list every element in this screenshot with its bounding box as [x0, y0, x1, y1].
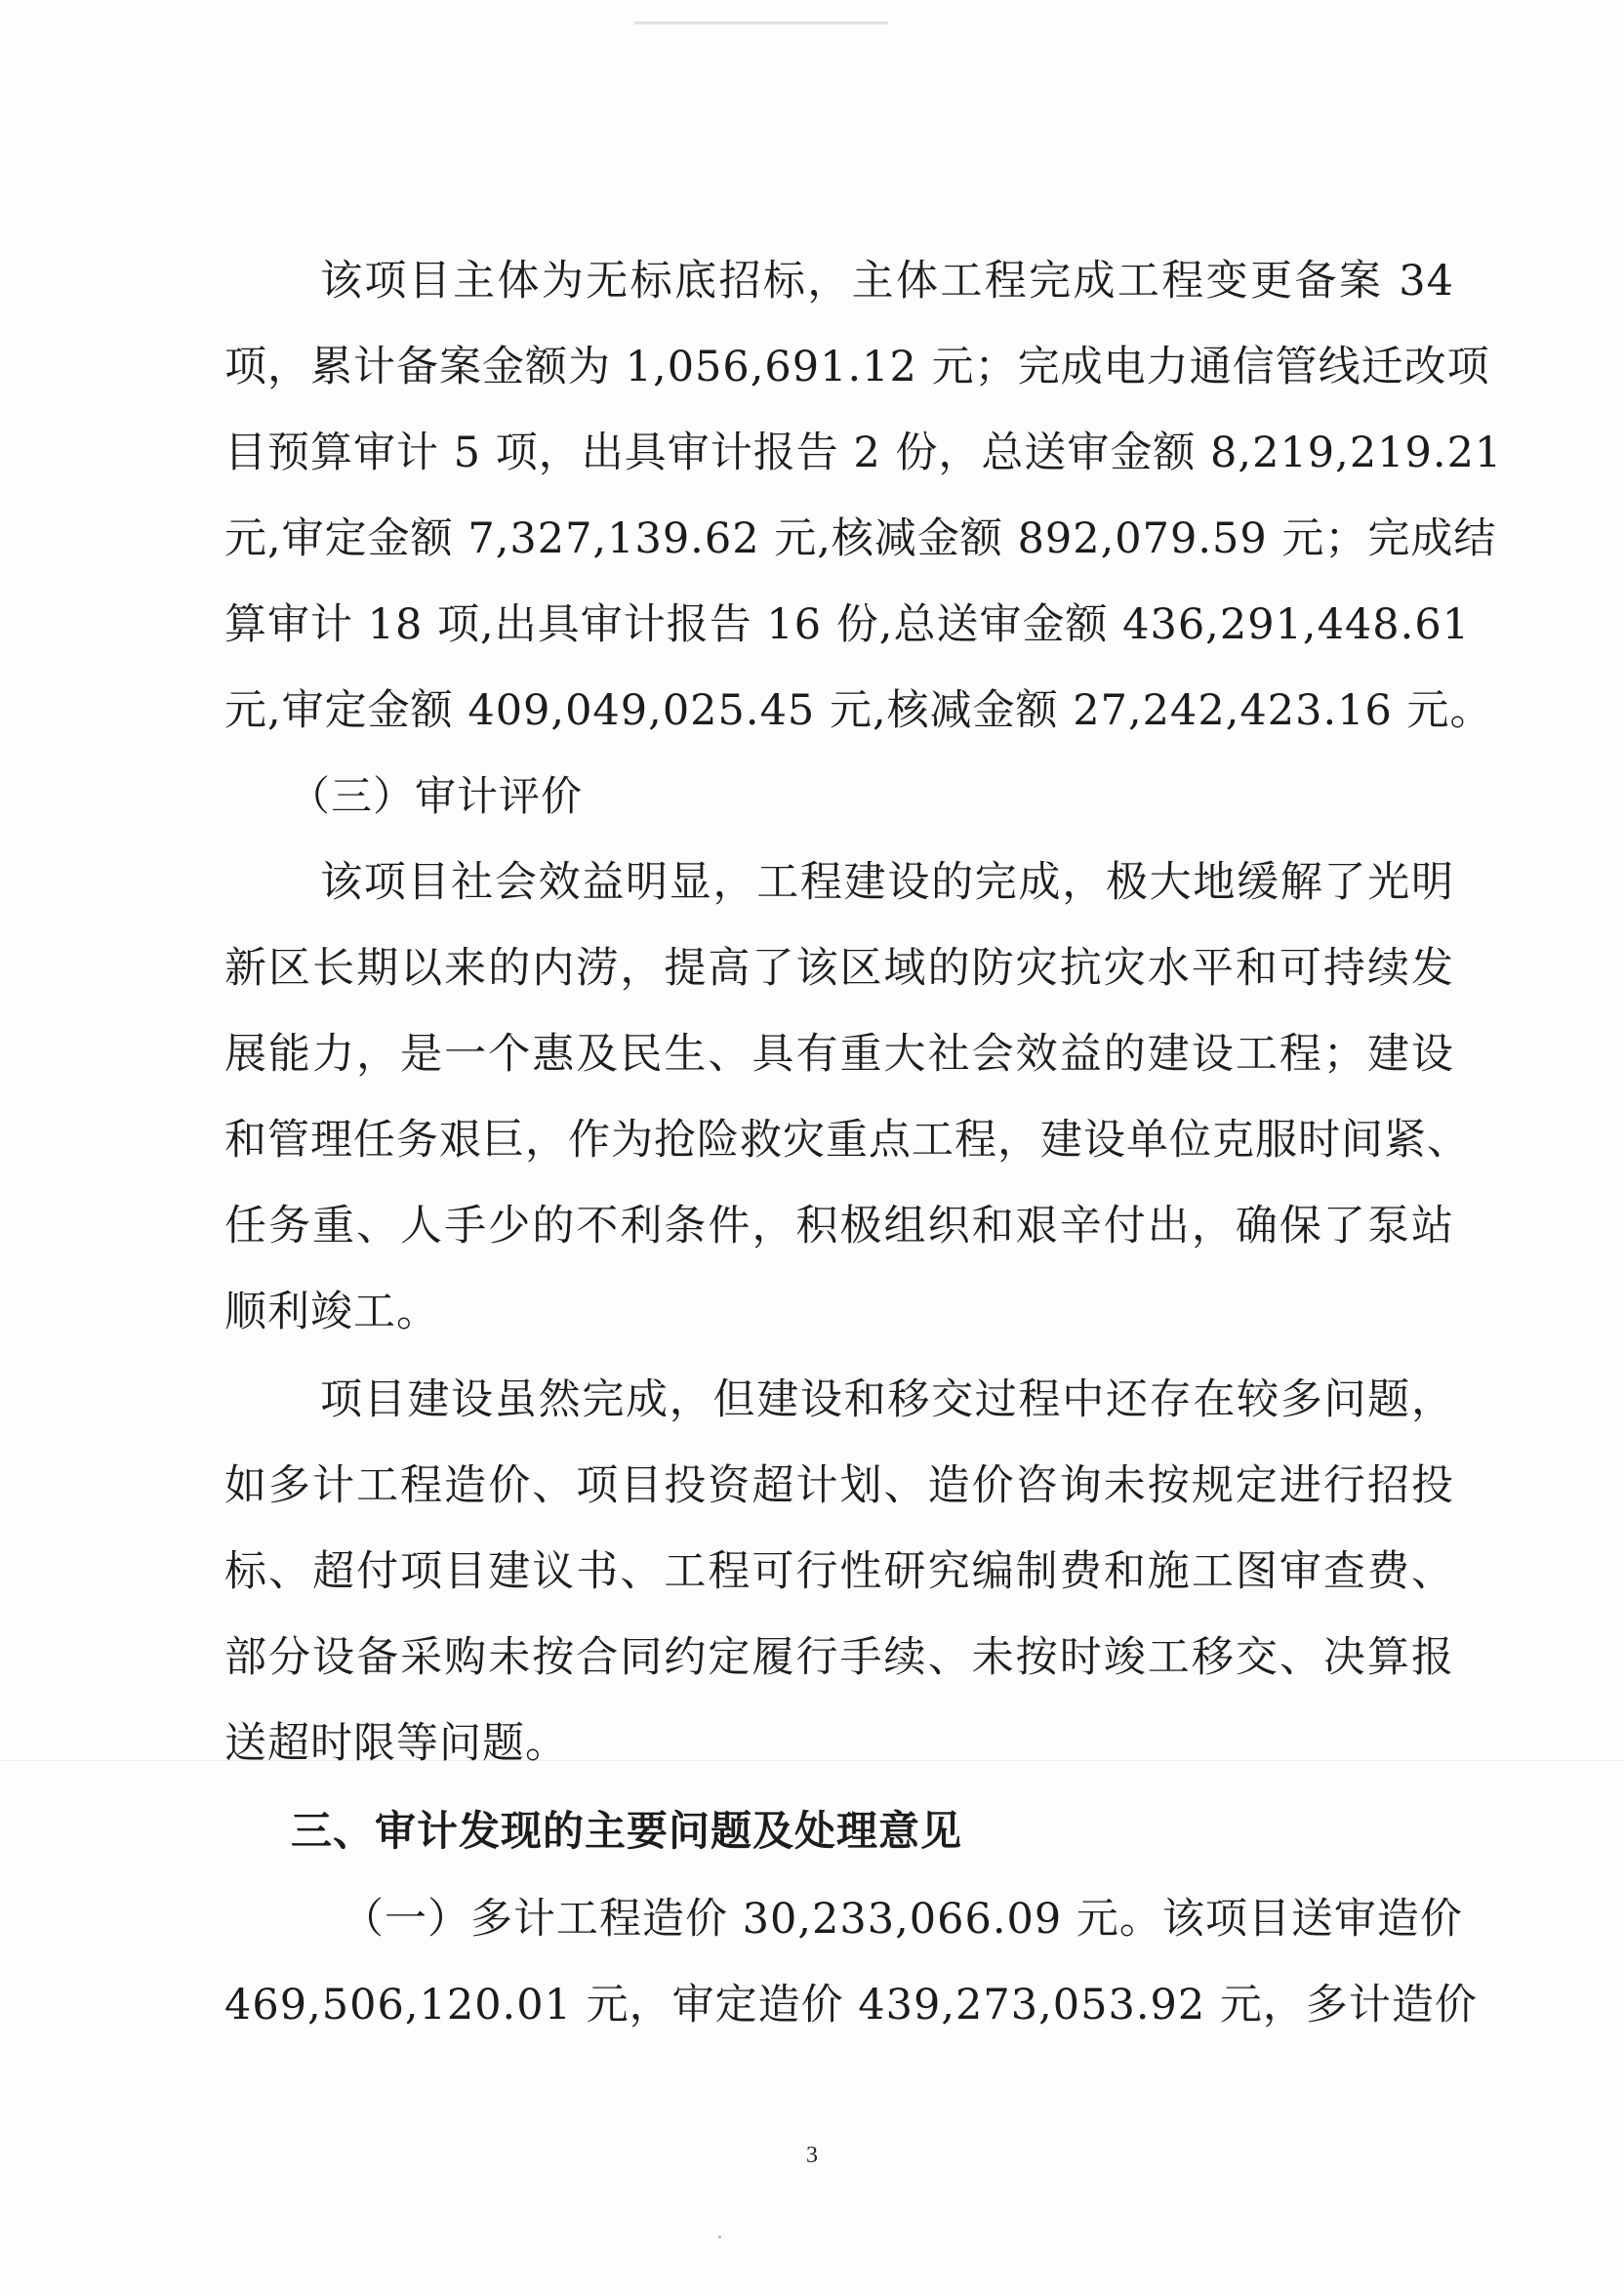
paragraph-3-line-5: 送超时限等问题。 [224, 1719, 568, 1768]
paragraph-3-line-4: 部分设备采购未按合同约定履行手续、未按时竣工移交、决算报 [224, 1633, 1454, 1682]
paragraph-4-line-2: 469,506,120.01 元，审定造价 439,273,053.92 元，多计造价 [224, 1981, 1478, 2030]
paragraph-1-line-6: 元,审定金额 409,049,025.45 元,核减金额 27,242,423.16 元。 [224, 686, 1493, 735]
paragraph-3-line-3: 标、超付项目建议书、工程可行性研究编制费和施工图审查费、 [224, 1547, 1454, 1596]
paragraph-2-line-3: 展能力，是一个惠及民生、具有重大社会效益的建设工程；建设 [224, 1030, 1454, 1079]
paragraph-1-line-5: 算审计 18 项,出具审计报告 16 份,总送审金额 436,291,448.61 [224, 600, 1471, 649]
paragraph-1-line-4: 元,审定金额 7,327,139.62 元,核减金额 892,079.59 元；完成结 [224, 514, 1497, 563]
paragraph-2-line-6: 顺利竣工。 [224, 1288, 439, 1336]
paragraph-3-line-1: 项目建设虽然完成，但建设和移交过程中还存在较多问题， [320, 1375, 1454, 1424]
paragraph-3-line-2: 如多计工程造价、项目投资超计划、造价咨询未按规定进行招投 [224, 1461, 1454, 1510]
paragraph-2-line-4: 和管理任务艰巨，作为抢险救灾重点工程，建设单位克服时间紧、 [224, 1116, 1470, 1165]
section-audit-evaluation-title: （三）审计评价 [289, 772, 584, 820]
paragraph-2-line-1: 该项目社会效益明显，工程建设的完成，极大地缓解了光明 [320, 858, 1454, 907]
scan-artifact-dot [718, 2235, 721, 2238]
paragraph-1-line-3: 目预算审计 5 项，出具审计报告 2 份，总送审金额 8,219,219.21 [224, 429, 1503, 477]
section-main-issues-title: 三、审计发现的主要问题及处理意见 [291, 1807, 963, 1855]
page-number: 3 [806, 2143, 818, 2168]
paragraph-1-line-1: 该项目主体为无标底招标，主体工程完成工程变更备案 34 [320, 257, 1454, 306]
paragraph-4-line-1: （一）多计工程造价 30,233,066.09 元。该项目送审造价 [342, 1895, 1463, 1944]
paragraph-2-line-2: 新区长期以来的内涝，提高了该区域的防灾抗灾水平和可持续发 [224, 944, 1454, 993]
scan-artifact-top [634, 21, 888, 24]
paragraph-1-line-2: 项，累计备案金额为 1,056,691.12 元；完成电力通信管线迁改项 [224, 343, 1490, 391]
paragraph-2-line-5: 任务重、人手少的不利条件，积极组织和艰辛付出，确保了泵站 [224, 1202, 1454, 1250]
